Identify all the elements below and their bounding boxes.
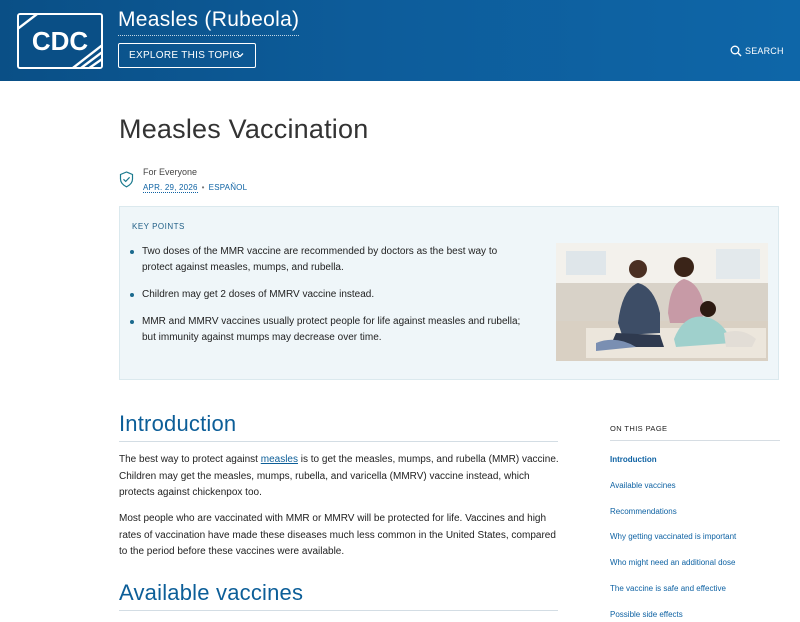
key-point-item: Two doses of the MMR vaccine are recommended by doctors as the best way to protect against measles, mumps, and rubella.: [130, 244, 530, 276]
espanol-link[interactable]: ESPAÑOL: [208, 183, 248, 192]
page-meta: [143, 183, 247, 192]
key-points-list: [130, 244, 530, 357]
search-icon: [730, 45, 742, 57]
chevron-down-icon: [235, 50, 245, 60]
cdc-logo-graphic: [19, 15, 101, 67]
on-this-page-heading: ON THIS PAGE: [610, 424, 780, 441]
search-label: SEARCH: [745, 46, 784, 56]
available-vaccines-heading: Available vaccines: [119, 580, 558, 611]
explore-topic-button[interactable]: [118, 43, 256, 68]
toc-link-available-vaccines[interactable]: Available vaccines: [610, 480, 676, 490]
introduction-heading: Introduction: [119, 411, 558, 442]
family-photo: [556, 243, 768, 361]
key-points-heading: KEY POINTS: [132, 222, 185, 231]
audience-label: For Everyone: [143, 167, 198, 177]
intro-text-start: The best way to protect against: [119, 454, 261, 465]
toc-link-introduction[interactable]: Introduction: [610, 455, 657, 464]
toc-link-safe-effective[interactable]: The vaccine is safe and effective: [610, 583, 726, 593]
key-points-box: [119, 206, 779, 380]
svg-text:CDC: CDC: [31, 26, 89, 56]
cdc-logo[interactable]: [17, 13, 103, 69]
toc-link-additional-dose[interactable]: Who might need an additional dose: [610, 558, 736, 568]
protection-paragraph: Most people who are vaccinated with MMR or MMRV will be protected for life. Vaccines and high rates of vaccination have made these diseases much less common in the United States, compared to the period before these vaccines were available.: [119, 513, 556, 557]
toc-link-why-vaccinate[interactable]: Why getting vaccinated is important: [610, 532, 737, 542]
key-point-item: Children may get 2 doses of MMRV vaccine instead.: [130, 287, 530, 303]
key-point-item: MMR and MMRV vaccines usually protect people for life against measles and rubella; but immunity against mumps may decrease over time.: [130, 314, 530, 346]
search-button[interactable]: [730, 45, 784, 57]
shield-check-icon: [119, 171, 134, 188]
measles-link[interactable]: measles: [260, 454, 298, 465]
introduction-paragraph: [119, 452, 559, 502]
publish-date: APR. 29, 2026: [143, 183, 198, 192]
on-this-page-nav: [610, 424, 780, 622]
on-this-page-list: [610, 447, 780, 622]
intro-text-end: is to get the measles, mumps, and rubella (MMR) vaccine. Children may get the measles, mumps, rubella, and varicella (MMRV) vaccine instead, which protects against chickenpox too.: [119, 454, 559, 498]
meta-separator: •: [201, 183, 205, 192]
explore-topic-label: EXPLORE THIS TOPIC: [129, 50, 240, 61]
site-header: [0, 0, 800, 81]
toc-link-recommendations[interactable]: Recommendations: [610, 506, 677, 516]
page-title: Measles Vaccination: [119, 114, 369, 144]
toc-link-side-effects[interactable]: Possible side effects: [610, 609, 683, 619]
site-title[interactable]: Measles (Rubeola): [118, 8, 299, 36]
